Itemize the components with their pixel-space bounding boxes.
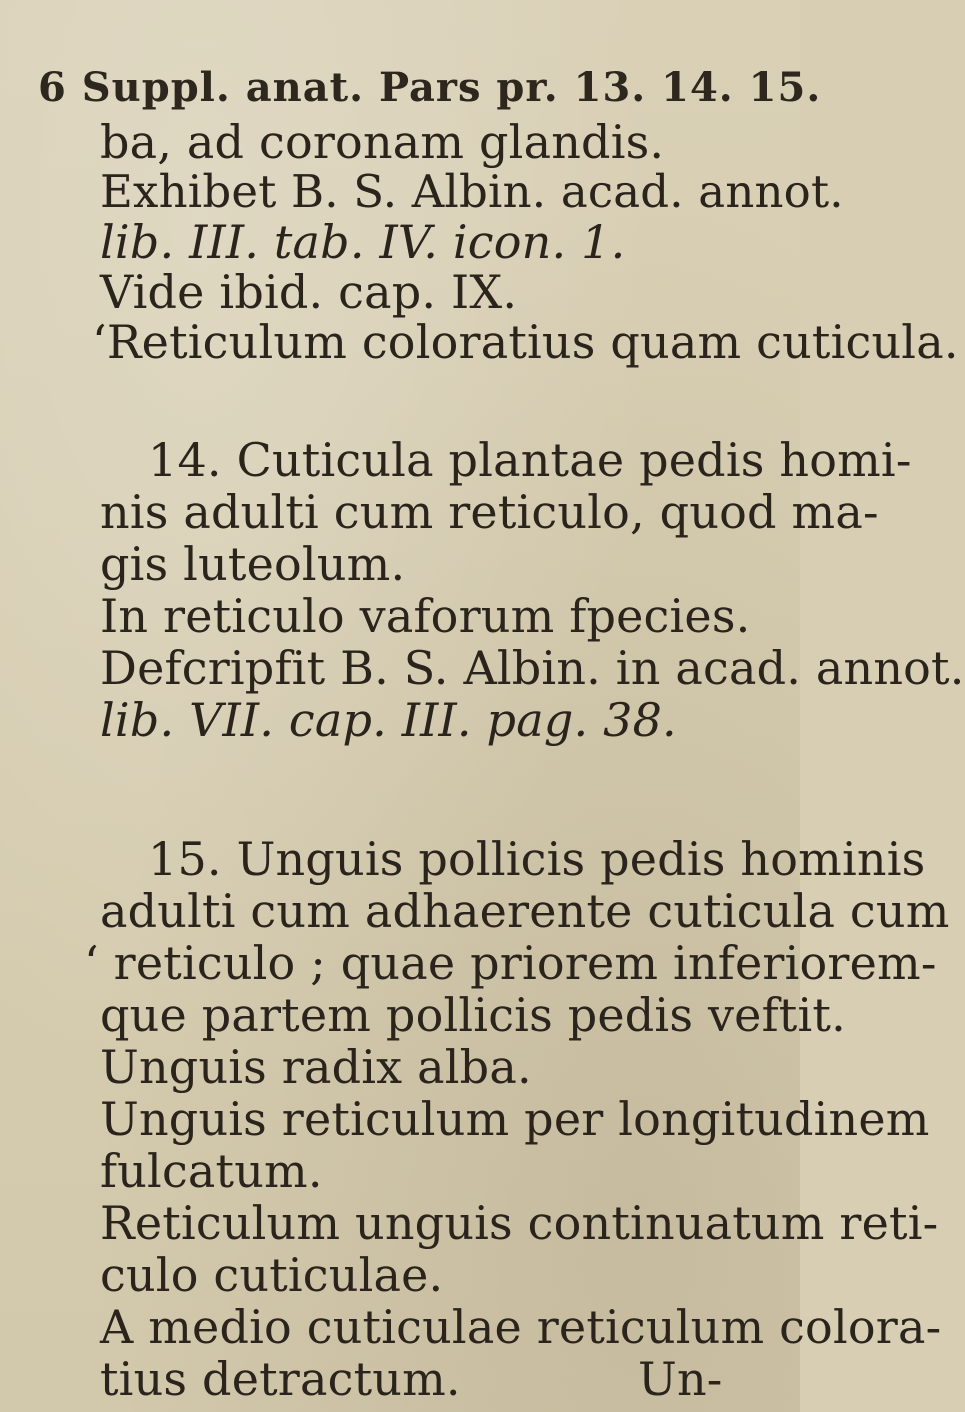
text-line: Defcripfit B. S. Albin. in acad. annot. xyxy=(100,641,965,695)
text-line: culo cuticulae. xyxy=(100,1248,444,1302)
catchword: Un- xyxy=(638,1352,723,1406)
running-header: 6 Suppl. anat. Pars pr. 13. 14. 15. xyxy=(38,64,822,111)
text-line: fulcatum. xyxy=(100,1144,323,1198)
text-line: Unguis reticulum per longitudinem xyxy=(100,1092,930,1146)
text-line: A medio cuticulae reticulum colora- xyxy=(100,1300,942,1354)
text-line: ba, ad coronam glandis. xyxy=(100,115,665,169)
text-line: Reticulum unguis continuatum reti- xyxy=(100,1196,939,1250)
text-line: In reticulo vaforum fpecies. xyxy=(100,589,751,643)
text-line: tius detractum. xyxy=(100,1352,461,1406)
text-line: Exhibet B. S. Albin. acad. annot. xyxy=(100,165,844,218)
text-line: gis luteolum. xyxy=(100,537,406,591)
text-line: lib. VII. cap. III. pag. 38. xyxy=(100,693,677,747)
text-line: ‘Reticulum coloratius quam cuticula. xyxy=(92,315,959,369)
text-line: Unguis radix alba. xyxy=(100,1040,532,1094)
text-line: ‘ reticulo ; quae priorem inferiorem- xyxy=(84,936,937,990)
section-heading: 14. Cuticula plantae pedis homi- xyxy=(148,433,912,487)
text-line: adulti cum adhaerente cuticula cum xyxy=(100,884,950,938)
text-line: lib. III. tab. IV. icon. 1. xyxy=(100,215,626,269)
text-line: nis adulti cum reticulo, quod ma- xyxy=(100,485,879,539)
section-heading: 15. Unguis pollicis pedis hominis xyxy=(148,832,926,886)
text-line: Vide ibid. cap. IX. xyxy=(100,265,518,319)
text-line: que partem pollicis pedis veftit. xyxy=(100,988,846,1042)
